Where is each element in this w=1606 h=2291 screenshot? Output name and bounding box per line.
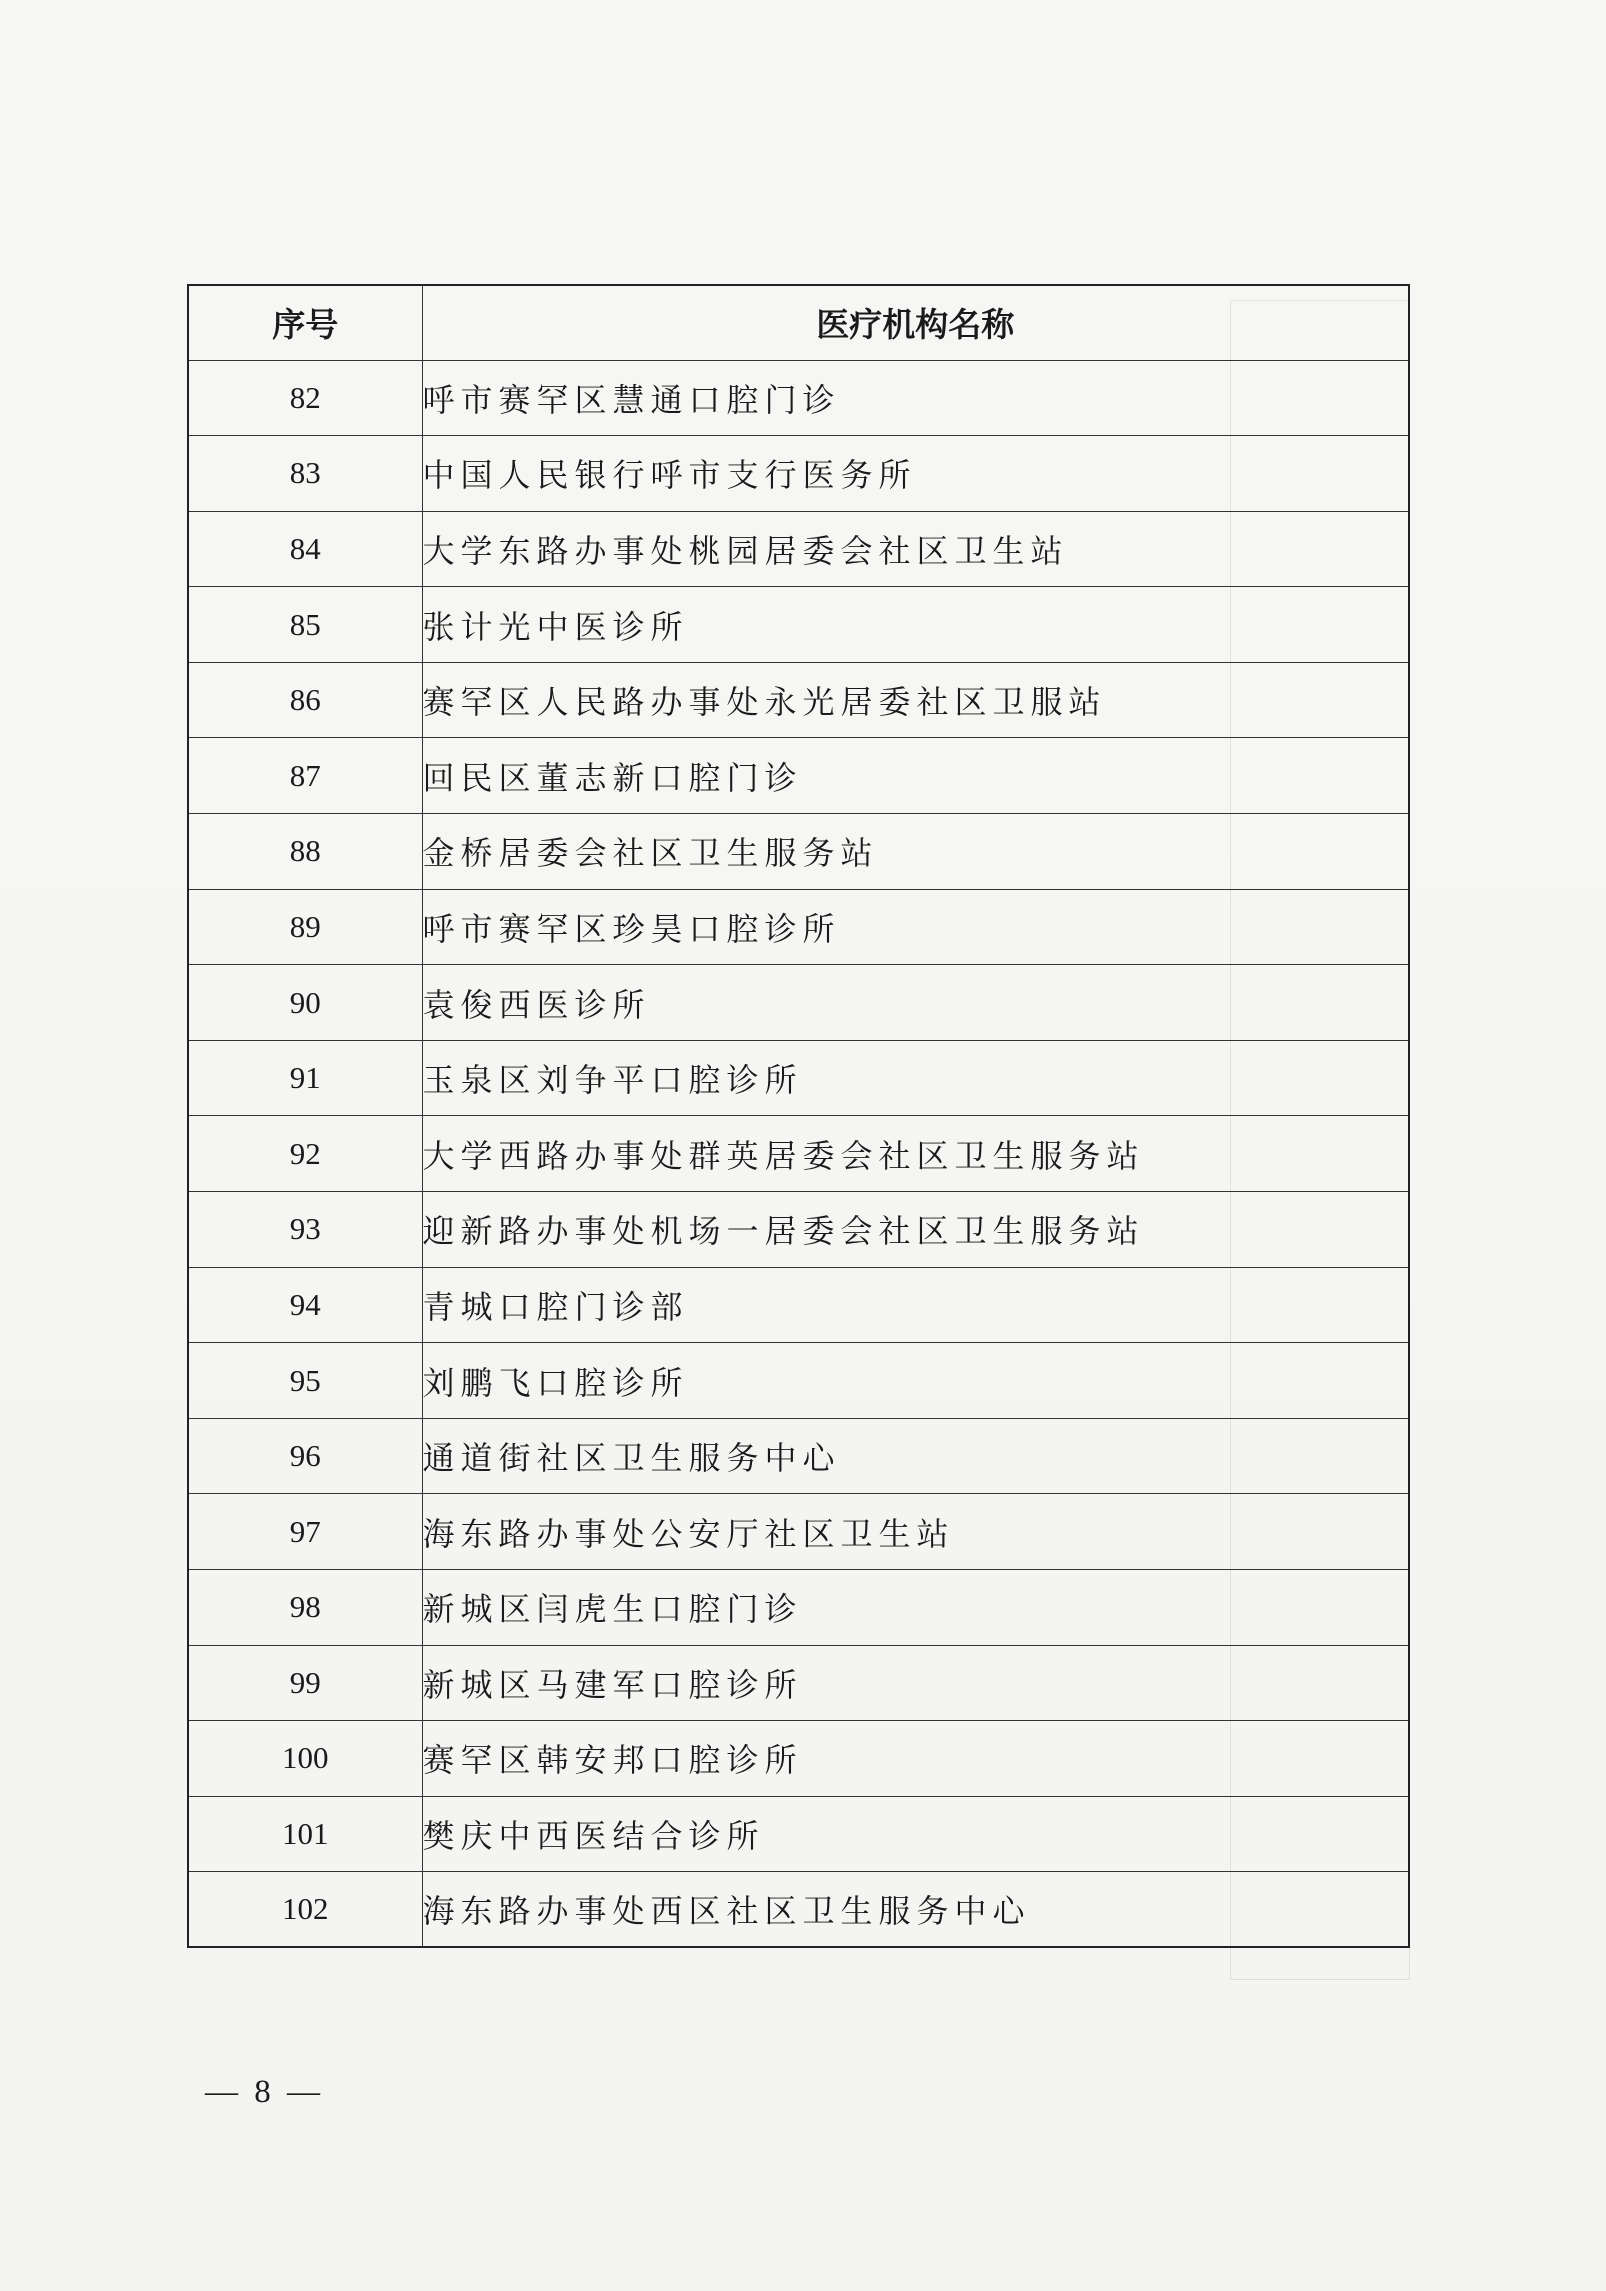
table-row [188, 814, 1409, 890]
table-row [188, 1343, 1409, 1419]
institution-name: 青城口腔门诊部 [422, 1267, 1409, 1343]
row-number: 94 [188, 1267, 422, 1343]
table-row [188, 1116, 1409, 1192]
header-number: 序号 [188, 285, 422, 360]
institution-name: 迎新路办事处机场一居委会社区卫生服务站 [422, 1192, 1409, 1268]
row-number: 89 [188, 889, 422, 965]
table-row [188, 587, 1409, 663]
table-row [188, 1796, 1409, 1872]
institution-name: 大学东路办事处桃园居委会社区卫生站 [422, 511, 1409, 587]
header-name: 医疗机构名称 [422, 285, 1409, 360]
institution-name: 呼市赛罕区珍昊口腔诊所 [422, 889, 1409, 965]
institution-name: 海东路办事处公安厅社区卫生站 [422, 1494, 1409, 1570]
table-row [188, 1721, 1409, 1797]
row-number: 98 [188, 1570, 422, 1646]
row-number: 90 [188, 965, 422, 1041]
institution-name: 通道街社区卫生服务中心 [422, 1418, 1409, 1494]
row-number: 99 [188, 1645, 422, 1721]
row-number: 93 [188, 1192, 422, 1268]
table-row [188, 1418, 1409, 1494]
row-number: 95 [188, 1343, 422, 1419]
table-row [188, 1645, 1409, 1721]
table-row [188, 965, 1409, 1041]
table-row [188, 1267, 1409, 1343]
row-number: 84 [188, 511, 422, 587]
institution-name: 袁俊西医诊所 [422, 965, 1409, 1041]
row-number: 96 [188, 1418, 422, 1494]
row-number: 91 [188, 1040, 422, 1116]
table-header-row [188, 285, 1409, 360]
row-number: 97 [188, 1494, 422, 1570]
institution-name: 张计光中医诊所 [422, 587, 1409, 663]
institution-name: 新城区马建军口腔诊所 [422, 1645, 1409, 1721]
row-number: 82 [188, 360, 422, 436]
institution-name: 樊庆中西医结合诊所 [422, 1796, 1409, 1872]
table-row [188, 1494, 1409, 1570]
institution-name: 中国人民银行呼市支行医务所 [422, 436, 1409, 512]
institution-table [187, 284, 1410, 1948]
table-row [188, 1570, 1409, 1646]
row-number: 87 [188, 738, 422, 814]
institution-name: 大学西路办事处群英居委会社区卫生服务站 [422, 1116, 1409, 1192]
table-row [188, 1040, 1409, 1116]
table-row [188, 662, 1409, 738]
institution-name: 回民区董志新口腔门诊 [422, 738, 1409, 814]
row-number: 100 [188, 1721, 422, 1797]
institution-name: 海东路办事处西区社区卫生服务中心 [422, 1872, 1409, 1948]
institution-name: 刘鹏飞口腔诊所 [422, 1343, 1409, 1419]
table-row [188, 1872, 1409, 1948]
row-number: 83 [188, 436, 422, 512]
row-number: 85 [188, 587, 422, 663]
row-number: 92 [188, 1116, 422, 1192]
institution-name: 呼市赛罕区慧通口腔门诊 [422, 360, 1409, 436]
institution-name: 赛罕区韩安邦口腔诊所 [422, 1721, 1409, 1797]
institution-name: 玉泉区刘争平口腔诊所 [422, 1040, 1409, 1116]
row-number: 88 [188, 814, 422, 890]
row-number: 86 [188, 662, 422, 738]
institution-name: 新城区闫虎生口腔门诊 [422, 1570, 1409, 1646]
table-row [188, 436, 1409, 512]
institution-name: 金桥居委会社区卫生服务站 [422, 814, 1409, 890]
table-row [188, 1192, 1409, 1268]
institution-name: 赛罕区人民路办事处永光居委社区卫服站 [422, 662, 1409, 738]
row-number: 101 [188, 1796, 422, 1872]
table-row [188, 360, 1409, 436]
table-row [188, 738, 1409, 814]
table-body [188, 360, 1409, 1947]
table-row [188, 511, 1409, 587]
row-number: 102 [188, 1872, 422, 1948]
table-row [188, 889, 1409, 965]
page-number: — 8 — [205, 2074, 324, 2110]
